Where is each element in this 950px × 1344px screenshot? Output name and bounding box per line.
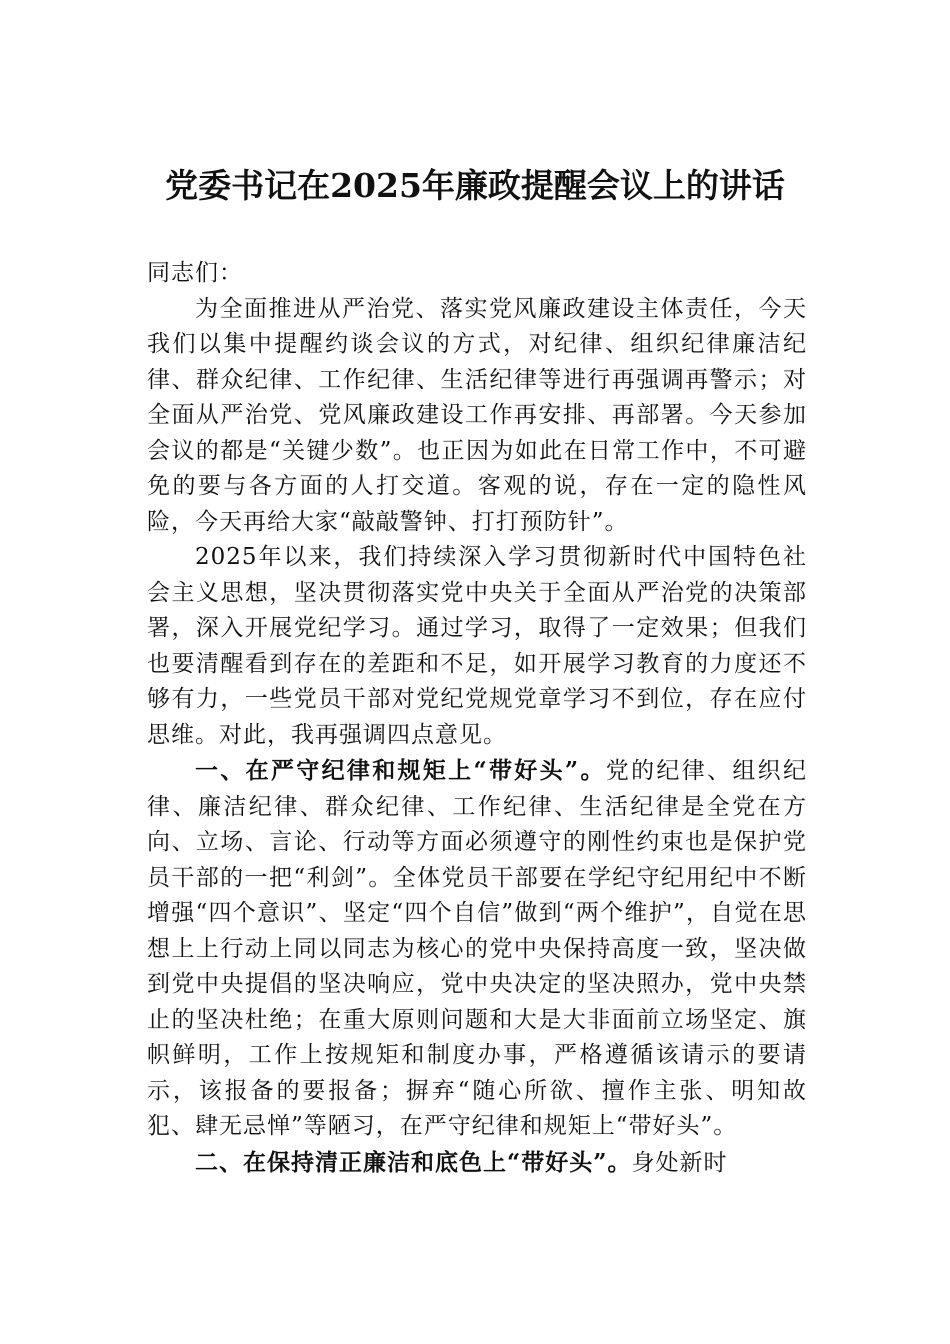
document-title: 党委书记在2025年廉政提醒会议上的讲话 xyxy=(165,166,785,205)
paragraph-3 xyxy=(147,753,807,1145)
paragraph-1 xyxy=(147,292,807,541)
section-heading-1: 一、在严守纪律和规矩上“带好头”。 xyxy=(195,757,606,784)
paragraph-2 xyxy=(147,540,807,753)
paragraph-4-text: 身处新时 xyxy=(631,1149,728,1176)
paragraph-3-text: 党的纪律、组织纪律、廉洁纪律、群众纪律、工作纪律、生活纪律是全党在方向、立场、言论、行动等方面必须遵守的刚性约束也是保护党员干部的一把“利剑”。全体党员干部要在学纪守纪用纪中不断增强“四个意识”、坚定“四个自信”做到“两个维护”，自觉在思想上上行动上同以同志为核心的党中央保持高度一致，坚决做到党中央提倡的坚决响应，党中央决定的坚决照办，党中央禁止的坚决杜绝；在重大原则问题和大是大非面前立场坚定、旗帜鲜明，工作上按规矩和制度办事，严格遵循该请示的要请示，该报备的要报备；摒弃“随心所欲、擅作主张、明知故犯、肆无忌惮”等陋习，在严守纪律和规矩上“带好头”。 xyxy=(147,758,807,1139)
document-body xyxy=(147,256,807,1181)
paragraph-1-text: 为全面推进从严治党、落实党风廉政建设主体责任，今天我们以集中提醒约谈会议的方式，对纪律、组织纪律廉洁纪律、群众纪律、工作纪律、生活纪律等进行再强调再警示；对全面从严治党、党风廉政建设工作再安排、再部署。今天参加会议的都是“关键少数”。也正因为如此在日常工作中，不可避免的要与各方面的人打交道。客观的说，存在一定的隐性风险，今天再给大家“敲敲警钟、打打预防针”。 xyxy=(147,295,807,535)
section-heading-2: 二、在保持清正廉洁和底色上“带好头”。 xyxy=(195,1148,632,1176)
greeting: 同志们： xyxy=(147,260,243,286)
paragraph-2-text: 2025年以来，我们持续深入学习贯彻新时代中国特色社会主义思想，坚决贯彻落实党中央关于全面从严治党的决策部署，深入开展党纪学习。通过学习，取得了一定效果；但我们也要清醒看到存在的差距和不足，如开展学习教育的力度还不够有力，一些党员干部对党纪党规党章学习不到位，存在应付思维。对此，我再强调四点意见。 xyxy=(147,544,807,748)
paragraph-4 xyxy=(147,1145,807,1182)
